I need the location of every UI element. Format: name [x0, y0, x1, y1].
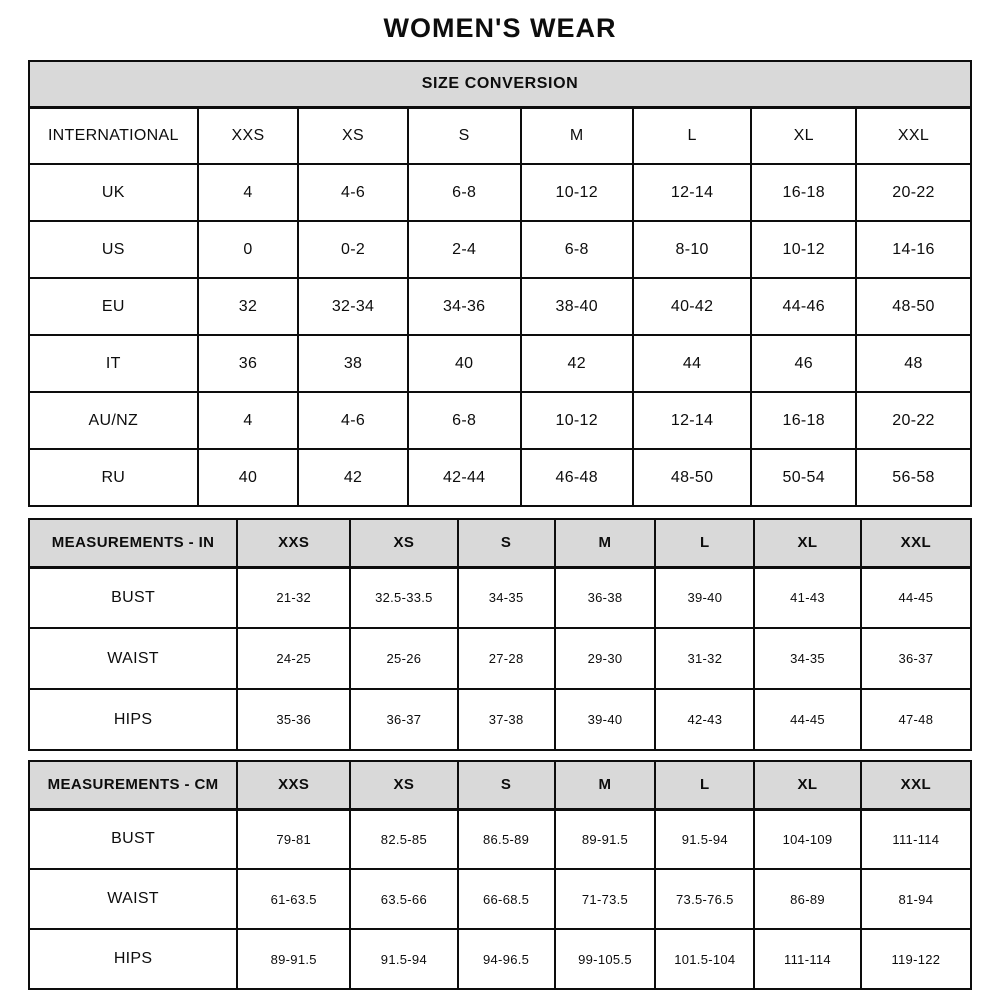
table-cell: 36-37: [350, 689, 457, 750]
table-cell: 36-37: [861, 628, 971, 689]
table-cell: 42: [298, 449, 407, 506]
table-caption-row: [29, 61, 971, 107]
table-cell: 40: [408, 335, 521, 392]
table-cell: 6-8: [521, 221, 633, 278]
table-cell: 32.5-33.5: [350, 567, 457, 628]
column-header-s: S: [408, 107, 521, 164]
table-cell: 6-8: [408, 164, 521, 221]
table-cell: 104-109: [754, 809, 860, 869]
table-cell: 63.5-66: [350, 869, 457, 929]
column-header-xl: XL: [754, 519, 860, 567]
table-cell: 86.5-89: [458, 809, 555, 869]
table-row-it: [29, 335, 971, 392]
table-cell: 89-91.5: [555, 809, 656, 869]
table-row-hips: [29, 689, 971, 750]
table-cell: 79-81: [237, 809, 350, 869]
column-header-m: M: [555, 519, 656, 567]
table-cell: 6-8: [408, 392, 521, 449]
table-cell: 4: [198, 392, 299, 449]
table-cell: 16-18: [751, 164, 856, 221]
row-label-bust: BUST: [29, 809, 237, 869]
table-cell: 56-58: [856, 449, 971, 506]
table-cell: 37-38: [458, 689, 555, 750]
table-cell: 42-44: [408, 449, 521, 506]
table-cell: 73.5-76.5: [655, 869, 754, 929]
table-cell: 10-12: [751, 221, 856, 278]
table-cell: 38-40: [521, 278, 633, 335]
row-label-hips: HIPS: [29, 689, 237, 750]
table-header-row: [29, 107, 971, 164]
row-label-eu: EU: [29, 278, 198, 335]
column-header-l: L: [655, 761, 754, 809]
table-cell: 46: [751, 335, 856, 392]
measurements-in-table: [28, 518, 972, 751]
table-cell: 119-122: [861, 929, 971, 989]
row-label-bust: BUST: [29, 567, 237, 628]
page-title: WOMEN'S WEAR: [383, 13, 617, 43]
table-cell: 12-14: [633, 164, 752, 221]
row-label-it: IT: [29, 335, 198, 392]
row-label-ru: RU: [29, 449, 198, 506]
table-cell: 111-114: [754, 929, 860, 989]
column-header-xxl: XXL: [856, 107, 971, 164]
measurements-cm-title: MEASUREMENTS - CM: [29, 761, 237, 809]
measurements-cm-table: [28, 760, 972, 990]
table-cell: 14-16: [856, 221, 971, 278]
table-cell: 41-43: [754, 567, 860, 628]
table-cell: 42: [521, 335, 633, 392]
table-row-bust: [29, 567, 971, 628]
column-header-xl: XL: [754, 761, 860, 809]
table-row-aunz: [29, 392, 971, 449]
table-cell: 24-25: [237, 628, 350, 689]
table-row-waist: [29, 869, 971, 929]
column-header-xs: XS: [350, 519, 457, 567]
table-row-eu: [29, 278, 971, 335]
table-cell: 0: [198, 221, 299, 278]
table-header-row: [29, 519, 971, 567]
table-cell: 48: [856, 335, 971, 392]
column-header-xxl: XXL: [861, 761, 971, 809]
table-cell: 39-40: [555, 689, 656, 750]
column-header-l: L: [655, 519, 754, 567]
table-cell: 50-54: [751, 449, 856, 506]
row-label-hips: HIPS: [29, 929, 237, 989]
table-cell: 29-30: [555, 628, 656, 689]
table-cell: 66-68.5: [458, 869, 555, 929]
table-cell: 31-32: [655, 628, 754, 689]
table-cell: 38: [298, 335, 407, 392]
table-cell: 34-35: [754, 628, 860, 689]
table-cell: 27-28: [458, 628, 555, 689]
table-cell: 44: [633, 335, 752, 392]
table-row-ru: [29, 449, 971, 506]
table-cell: 36: [198, 335, 299, 392]
table-cell: 0-2: [298, 221, 407, 278]
table-cell: 101.5-104: [655, 929, 754, 989]
table-row-hips: [29, 929, 971, 989]
table-cell: 44-45: [754, 689, 860, 750]
table-cell: 4: [198, 164, 299, 221]
table-cell: 44-46: [751, 278, 856, 335]
table-cell: 44-45: [861, 567, 971, 628]
table-cell: 32-34: [298, 278, 407, 335]
table-cell: 8-10: [633, 221, 752, 278]
table-cell: 12-14: [633, 392, 752, 449]
table-cell: 34-35: [458, 567, 555, 628]
table-cell: 86-89: [754, 869, 860, 929]
table-cell: 42-43: [655, 689, 754, 750]
table-cell: 71-73.5: [555, 869, 656, 929]
column-header-international: INTERNATIONAL: [29, 107, 198, 164]
table-cell: 35-36: [237, 689, 350, 750]
table-row-bust: [29, 809, 971, 869]
table-cell: 20-22: [856, 392, 971, 449]
column-header-l: L: [633, 107, 752, 164]
row-label-us: US: [29, 221, 198, 278]
table-cell: 48-50: [856, 278, 971, 335]
row-label-waist: WAIST: [29, 628, 237, 689]
table-cell: 99-105.5: [555, 929, 656, 989]
table-cell: 46-48: [521, 449, 633, 506]
column-header-xxs: XXS: [237, 519, 350, 567]
column-header-xxs: XXS: [198, 107, 299, 164]
table-header-row: [29, 761, 971, 809]
table-cell: 10-12: [521, 164, 633, 221]
table-cell: 40: [198, 449, 299, 506]
table-cell: 25-26: [350, 628, 457, 689]
table-cell: 16-18: [751, 392, 856, 449]
table-cell: 36-38: [555, 567, 656, 628]
table-cell: 111-114: [861, 809, 971, 869]
table-cell: 4-6: [298, 392, 407, 449]
table-cell: 21-32: [237, 567, 350, 628]
column-header-xxs: XXS: [237, 761, 350, 809]
table-row-us: [29, 221, 971, 278]
table-cell: 89-91.5: [237, 929, 350, 989]
table-cell: 47-48: [861, 689, 971, 750]
table-cell: 91.5-94: [655, 809, 754, 869]
column-header-m: M: [521, 107, 633, 164]
table-cell: 61-63.5: [237, 869, 350, 929]
column-header-xl: XL: [751, 107, 856, 164]
table-cell: 40-42: [633, 278, 752, 335]
row-label-waist: WAIST: [29, 869, 237, 929]
table-cell: 82.5-85: [350, 809, 457, 869]
column-header-xxl: XXL: [861, 519, 971, 567]
table-cell: 81-94: [861, 869, 971, 929]
size-conversion-title: SIZE CONVERSION: [29, 61, 971, 107]
table-cell: 91.5-94: [350, 929, 457, 989]
column-header-m: M: [555, 761, 656, 809]
table-cell: 34-36: [408, 278, 521, 335]
row-label-aunz: AU/NZ: [29, 392, 198, 449]
table-cell: 10-12: [521, 392, 633, 449]
table-cell: 20-22: [856, 164, 971, 221]
column-header-s: S: [458, 761, 555, 809]
table-cell: 2-4: [408, 221, 521, 278]
measurements-in-title: MEASUREMENTS - IN: [29, 519, 237, 567]
column-header-s: S: [458, 519, 555, 567]
table-row-uk: [29, 164, 971, 221]
table-row-waist: [29, 628, 971, 689]
table-cell: 48-50: [633, 449, 752, 506]
table-cell: 32: [198, 278, 299, 335]
table-cell: 94-96.5: [458, 929, 555, 989]
size-conversion-table: [28, 60, 972, 507]
column-header-xs: XS: [350, 761, 457, 809]
row-label-uk: UK: [29, 164, 198, 221]
table-cell: 39-40: [655, 567, 754, 628]
table-cell: 4-6: [298, 164, 407, 221]
column-header-xs: XS: [298, 107, 407, 164]
